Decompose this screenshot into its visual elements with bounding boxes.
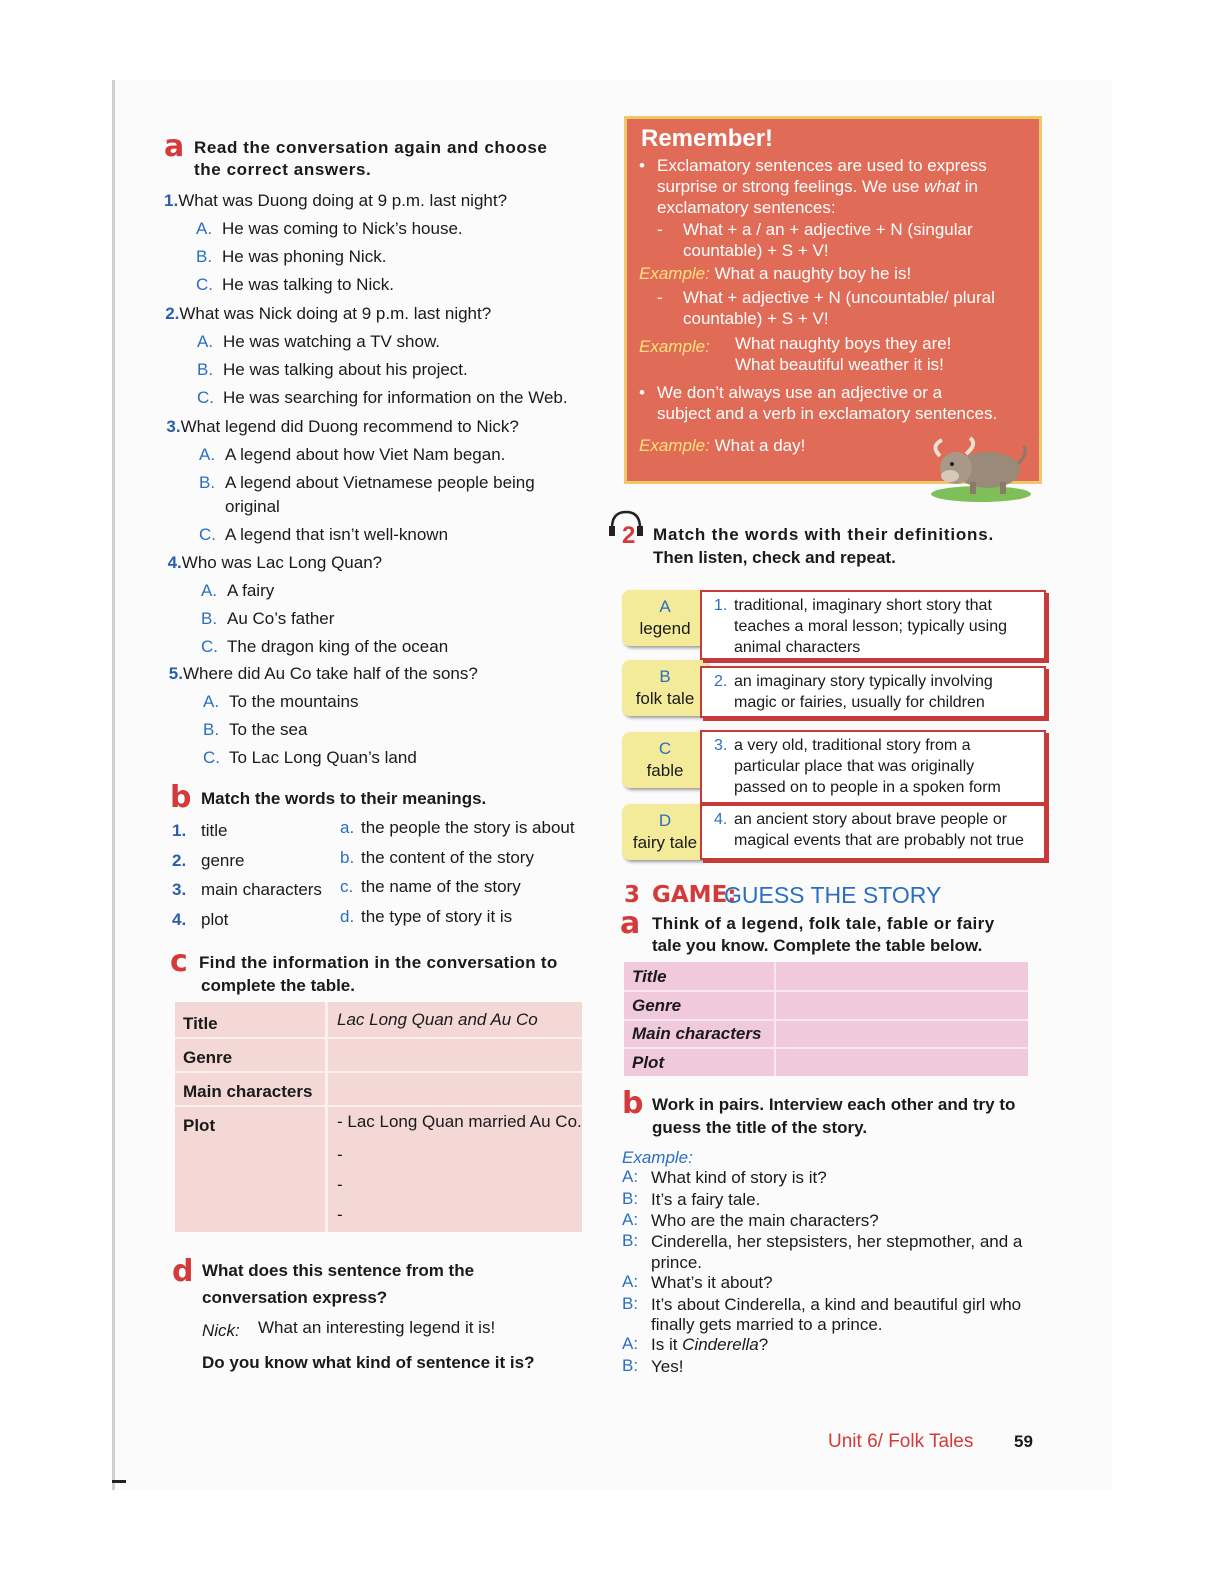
definition-line: passed on to people in a spoken form (734, 779, 1001, 796)
remember-example1: Example: What a naughty boy he is! (639, 264, 912, 283)
option-letter[interactable]: A. (201, 581, 218, 600)
definition-3[interactable] (700, 730, 1046, 804)
question-text: What was Nick doing at 9 p.m. last night? (179, 304, 492, 323)
option-text[interactable]: A legend that isn’t well-known (225, 525, 449, 544)
tag-word: legend (639, 619, 691, 638)
definition-number: 2. (714, 673, 728, 690)
question-text: What was Duong doing at 9 p.m. last night? (178, 191, 508, 210)
definition-line: magic or fairies, usually for children (734, 694, 985, 711)
definition-number: 3. (714, 737, 728, 754)
dialogue-speaker: A: (622, 1334, 639, 1353)
tag-letter: A (659, 597, 671, 616)
question-number: 4. (167, 553, 182, 572)
section-b-label: b (170, 780, 192, 815)
option-text[interactable]: He was talking to Nick. (222, 275, 394, 294)
dialogue-speaker: B: (622, 1356, 639, 1375)
word-tag-fairy-tale[interactable] (622, 804, 708, 860)
remember-rule2-line2: countable) + S + V! (683, 309, 829, 328)
plot-blank-3[interactable]: - (337, 1205, 343, 1224)
question-number: 3. (166, 417, 181, 436)
option-letter[interactable]: C. (201, 637, 218, 656)
remember-bullet2-line1: We don’t always use an adjective or a (657, 383, 943, 402)
tag-letter: B (659, 667, 671, 686)
option-text[interactable]: He was phoning Nick. (222, 247, 387, 266)
match-word: main characters (201, 880, 322, 899)
tag-word: fairy tale (632, 833, 698, 852)
tag-word: folk tale (635, 689, 695, 708)
dialogue-line: It’s about Cinderella, a kind and beautiful girl who (651, 1295, 1022, 1314)
option-letter[interactable]: B. (203, 720, 220, 739)
buffalo-illustration (926, 432, 1036, 504)
exercise-2-number: 2 (622, 522, 636, 549)
option-text[interactable]: A legend about Vietnamese people being (225, 473, 535, 492)
dialogue-speaker: A: (622, 1210, 639, 1229)
table-key-plot: Plot (183, 1116, 216, 1135)
story-table-genre: Genre (632, 996, 682, 1015)
exercise-2-heading: Match the words with their definitions. (653, 525, 994, 544)
definition-1[interactable] (700, 590, 1046, 660)
remember-rule1-line1: What + a / an + adjective + N (singular (683, 220, 973, 239)
match-meaning: the content of the story (361, 848, 534, 867)
definition-line: teaches a moral lesson; typically using (734, 618, 1008, 635)
section-a-heading: Read the conversation again and choose (194, 138, 548, 157)
page-number: 59 (1014, 1432, 1033, 1451)
speaker-label: Nick: (202, 1321, 240, 1340)
remember-bullet1-line3: exclamatory sentences: (657, 198, 836, 217)
quote-text: What an interesting legend it is! (258, 1318, 496, 1337)
match-word: plot (201, 910, 229, 929)
remember-title: Remember! (641, 125, 774, 152)
game-label: GAME: (652, 882, 737, 908)
bullet-dot: • (639, 156, 645, 175)
tag-letter: C (658, 739, 672, 758)
match-word-number: 1. (172, 821, 187, 840)
table-key-genre: Genre (183, 1048, 233, 1067)
dialogue-speaker: A: (622, 1167, 639, 1186)
question-number: 1. (164, 191, 179, 210)
section-a-label: a (164, 129, 185, 164)
dialogue-line: Is it Cinderella? (651, 1335, 769, 1354)
remember-example3: Example: What a day! (639, 436, 806, 455)
bullet-dot: • (639, 383, 645, 402)
option-letter[interactable]: B. (201, 609, 218, 628)
option-text[interactable]: He was coming to Nick’s house. (222, 219, 463, 238)
exercise-3-title: GUESS THE STORY (724, 882, 942, 908)
exercise-2-heading-2: Then listen, check and repeat. (653, 548, 896, 567)
section-c-label: c (170, 944, 188, 979)
definition-number: 4. (714, 811, 728, 828)
question-4 (168, 552, 383, 574)
dialogue-speaker: B: (622, 1294, 639, 1313)
option-text-wrap: original (225, 497, 280, 516)
option-text[interactable]: The dragon king of the ocean (227, 637, 449, 656)
option-text[interactable]: To Lac Long Quan’s land (229, 748, 417, 767)
story-table-title: Title (632, 967, 667, 986)
dialogue-speaker: B: (622, 1231, 639, 1250)
remember-example2-line2: What beautiful weather it is! (735, 355, 944, 374)
option-text[interactable]: A legend about how Viet Nam began. (225, 445, 506, 464)
definition-line: an imaginary story typically involving (734, 673, 993, 690)
dialogue-line: It’s a fairy tale. (651, 1190, 761, 1209)
section-d-heading: What does this sentence from the (202, 1261, 475, 1280)
definition-line: an ancient story about brave people or (734, 811, 1008, 828)
dialogue-line: Cinderella, her stepsisters, her stepmother, and a (651, 1232, 1023, 1251)
match-meaning-letter: d. (340, 907, 355, 926)
tag-word: fable (646, 761, 684, 780)
section-c-heading-2: complete the table. (201, 976, 355, 995)
option-letter[interactable]: A. (199, 445, 216, 464)
option-text[interactable]: He was searching for information on the Web. (223, 388, 568, 407)
option-text[interactable]: To the sea (229, 720, 308, 739)
option-letter[interactable]: C. (196, 275, 213, 294)
option-text[interactable]: A fairy (227, 581, 275, 600)
match-meaning-letter: b. (340, 848, 355, 867)
definition-2[interactable] (700, 666, 1046, 718)
word-tag-folk-tale[interactable] (622, 660, 708, 716)
section-3a-label: a (620, 906, 641, 941)
option-letter[interactable]: C. (203, 748, 220, 767)
definition-line: traditional, imaginary short story that (734, 597, 992, 614)
dialogue-line: prince. (651, 1253, 703, 1272)
table-divider (624, 990, 1028, 992)
word-tag-fable[interactable] (622, 732, 708, 788)
option-letter[interactable]: C. (199, 525, 216, 544)
definition-4[interactable] (700, 804, 1046, 860)
section-a-heading-2: the correct answers. (194, 160, 372, 179)
definition-number: 1. (714, 597, 728, 614)
match-word: genre (201, 851, 245, 870)
option-text[interactable]: Au Co’s father (227, 609, 335, 628)
question-1 (164, 190, 507, 212)
table-key-title: Title (183, 1014, 218, 1033)
remember-bullet1-line2: surprise or strong feelings. We use what in (657, 177, 978, 196)
definition-line: animal characters (734, 639, 861, 656)
section-d-question: Do you know what kind of sentence it is? (202, 1353, 535, 1372)
dialogue-line: What kind of story is it? (651, 1168, 827, 1187)
story-table (624, 962, 1028, 1076)
dialogue-line: Who are the main characters? (651, 1211, 879, 1230)
rule-dash: - (657, 288, 663, 307)
info-table (175, 1002, 582, 1232)
definition-line: magical events that are probably not true (734, 832, 1024, 849)
match-word: title (201, 821, 228, 840)
table-key-characters: Main characters (183, 1082, 313, 1101)
table-divider (175, 1071, 582, 1073)
option-letter[interactable]: B. (197, 360, 214, 379)
match-meaning: the people the story is about (361, 818, 575, 837)
table-value-plot: - Lac Long Quan married Au Co. (337, 1112, 582, 1131)
dialogue-line: finally gets married to a prince. (651, 1315, 883, 1334)
option-letter[interactable]: B. (196, 247, 213, 266)
match-meaning-letter: c. (340, 877, 354, 896)
remember-rule2-line1: What + adjective + N (uncountable/ plural (683, 288, 995, 307)
table-divider (175, 1037, 582, 1039)
section-c-heading: Find the information in the conversation to (199, 953, 558, 972)
remember-rule1-line2: countable) + S + V! (683, 241, 829, 260)
dialogue-line: Yes! (651, 1357, 684, 1376)
question-text: Who was Lac Long Quan? (181, 553, 383, 572)
section-b-heading: Match the words to their meanings. (201, 789, 487, 808)
remember-bullet1-line1: Exclamatory sentences are used to express (657, 156, 987, 175)
match-word-number: 2. (172, 851, 187, 870)
dialogue-speaker: A: (622, 1272, 639, 1291)
section-3b-label: b (622, 1086, 644, 1121)
match-word-number: 4. (172, 910, 187, 929)
footer-unit: Unit 6/ Folk Tales (828, 1431, 974, 1452)
question-3 (166, 416, 518, 438)
option-letter[interactable]: B. (199, 473, 216, 492)
question-5 (169, 663, 478, 685)
table-divider (175, 1105, 582, 1107)
question-number: 5. (168, 664, 183, 683)
question-text: What legend did Duong recommend to Nick? (180, 417, 519, 436)
option-letter[interactable]: A. (203, 692, 220, 711)
dialogue-line: What’s it about? (651, 1273, 773, 1292)
dialogue-speaker: B: (622, 1189, 639, 1208)
section-d-label: d (172, 1254, 194, 1289)
definition-line: particular place that was originally (734, 758, 975, 775)
option-letter[interactable]: C. (197, 388, 214, 407)
plot-blank-2[interactable]: - (337, 1175, 343, 1194)
definition-line: a very old, traditional story from a (734, 737, 971, 754)
section-d-heading-2: conversation express? (202, 1288, 388, 1307)
question-text: Where did Au Co take half of the sons? (182, 664, 478, 683)
table-divider (624, 1019, 1028, 1021)
match-word-number: 3. (172, 880, 187, 899)
question-2 (165, 303, 491, 325)
example-label: Example: (622, 1148, 693, 1167)
remember-example2-line1: What naughty boys they are! (735, 334, 952, 353)
story-table-plot: Plot (632, 1053, 665, 1072)
tag-letter: D (658, 811, 672, 830)
match-meaning: the name of the story (361, 877, 521, 896)
page-edge-corner (112, 1480, 126, 1483)
table-value-title: Lac Long Quan and Au Co (337, 1010, 538, 1029)
match-meaning-letter: a. (340, 818, 355, 837)
question-number: 2. (165, 304, 180, 323)
remember-example2-label: Example: (639, 337, 710, 356)
remember-box (624, 116, 1042, 484)
option-letter[interactable]: A. (196, 219, 213, 238)
rule-dash: - (657, 220, 663, 239)
match-meaning: the type of story it is (361, 907, 513, 926)
section-3b-heading: Work in pairs. Interview each other and try to (652, 1095, 1016, 1114)
exercise-3-number: 3 (624, 882, 641, 908)
plot-blank-1[interactable]: - (337, 1145, 343, 1164)
option-letter[interactable]: A. (197, 332, 214, 351)
remember-bullet2-line2: subject and a verb in exclamatory sentences. (657, 404, 998, 423)
word-tag-legend[interactable] (622, 590, 708, 646)
option-text[interactable]: To the mountains (229, 692, 359, 711)
section-3b-heading-2: guess the title of the story. (652, 1118, 868, 1137)
option-text[interactable]: He was talking about his project. (223, 360, 468, 379)
section-3a-heading: Think of a legend, folk tale, fable or fairy (652, 914, 995, 933)
table-divider (624, 1047, 1028, 1049)
page-edge (112, 80, 115, 1490)
section-3a-heading-2: tale you know. Complete the table below. (652, 936, 983, 955)
story-table-characters: Main characters (632, 1024, 762, 1043)
option-text[interactable]: He was watching a TV show. (223, 332, 441, 351)
